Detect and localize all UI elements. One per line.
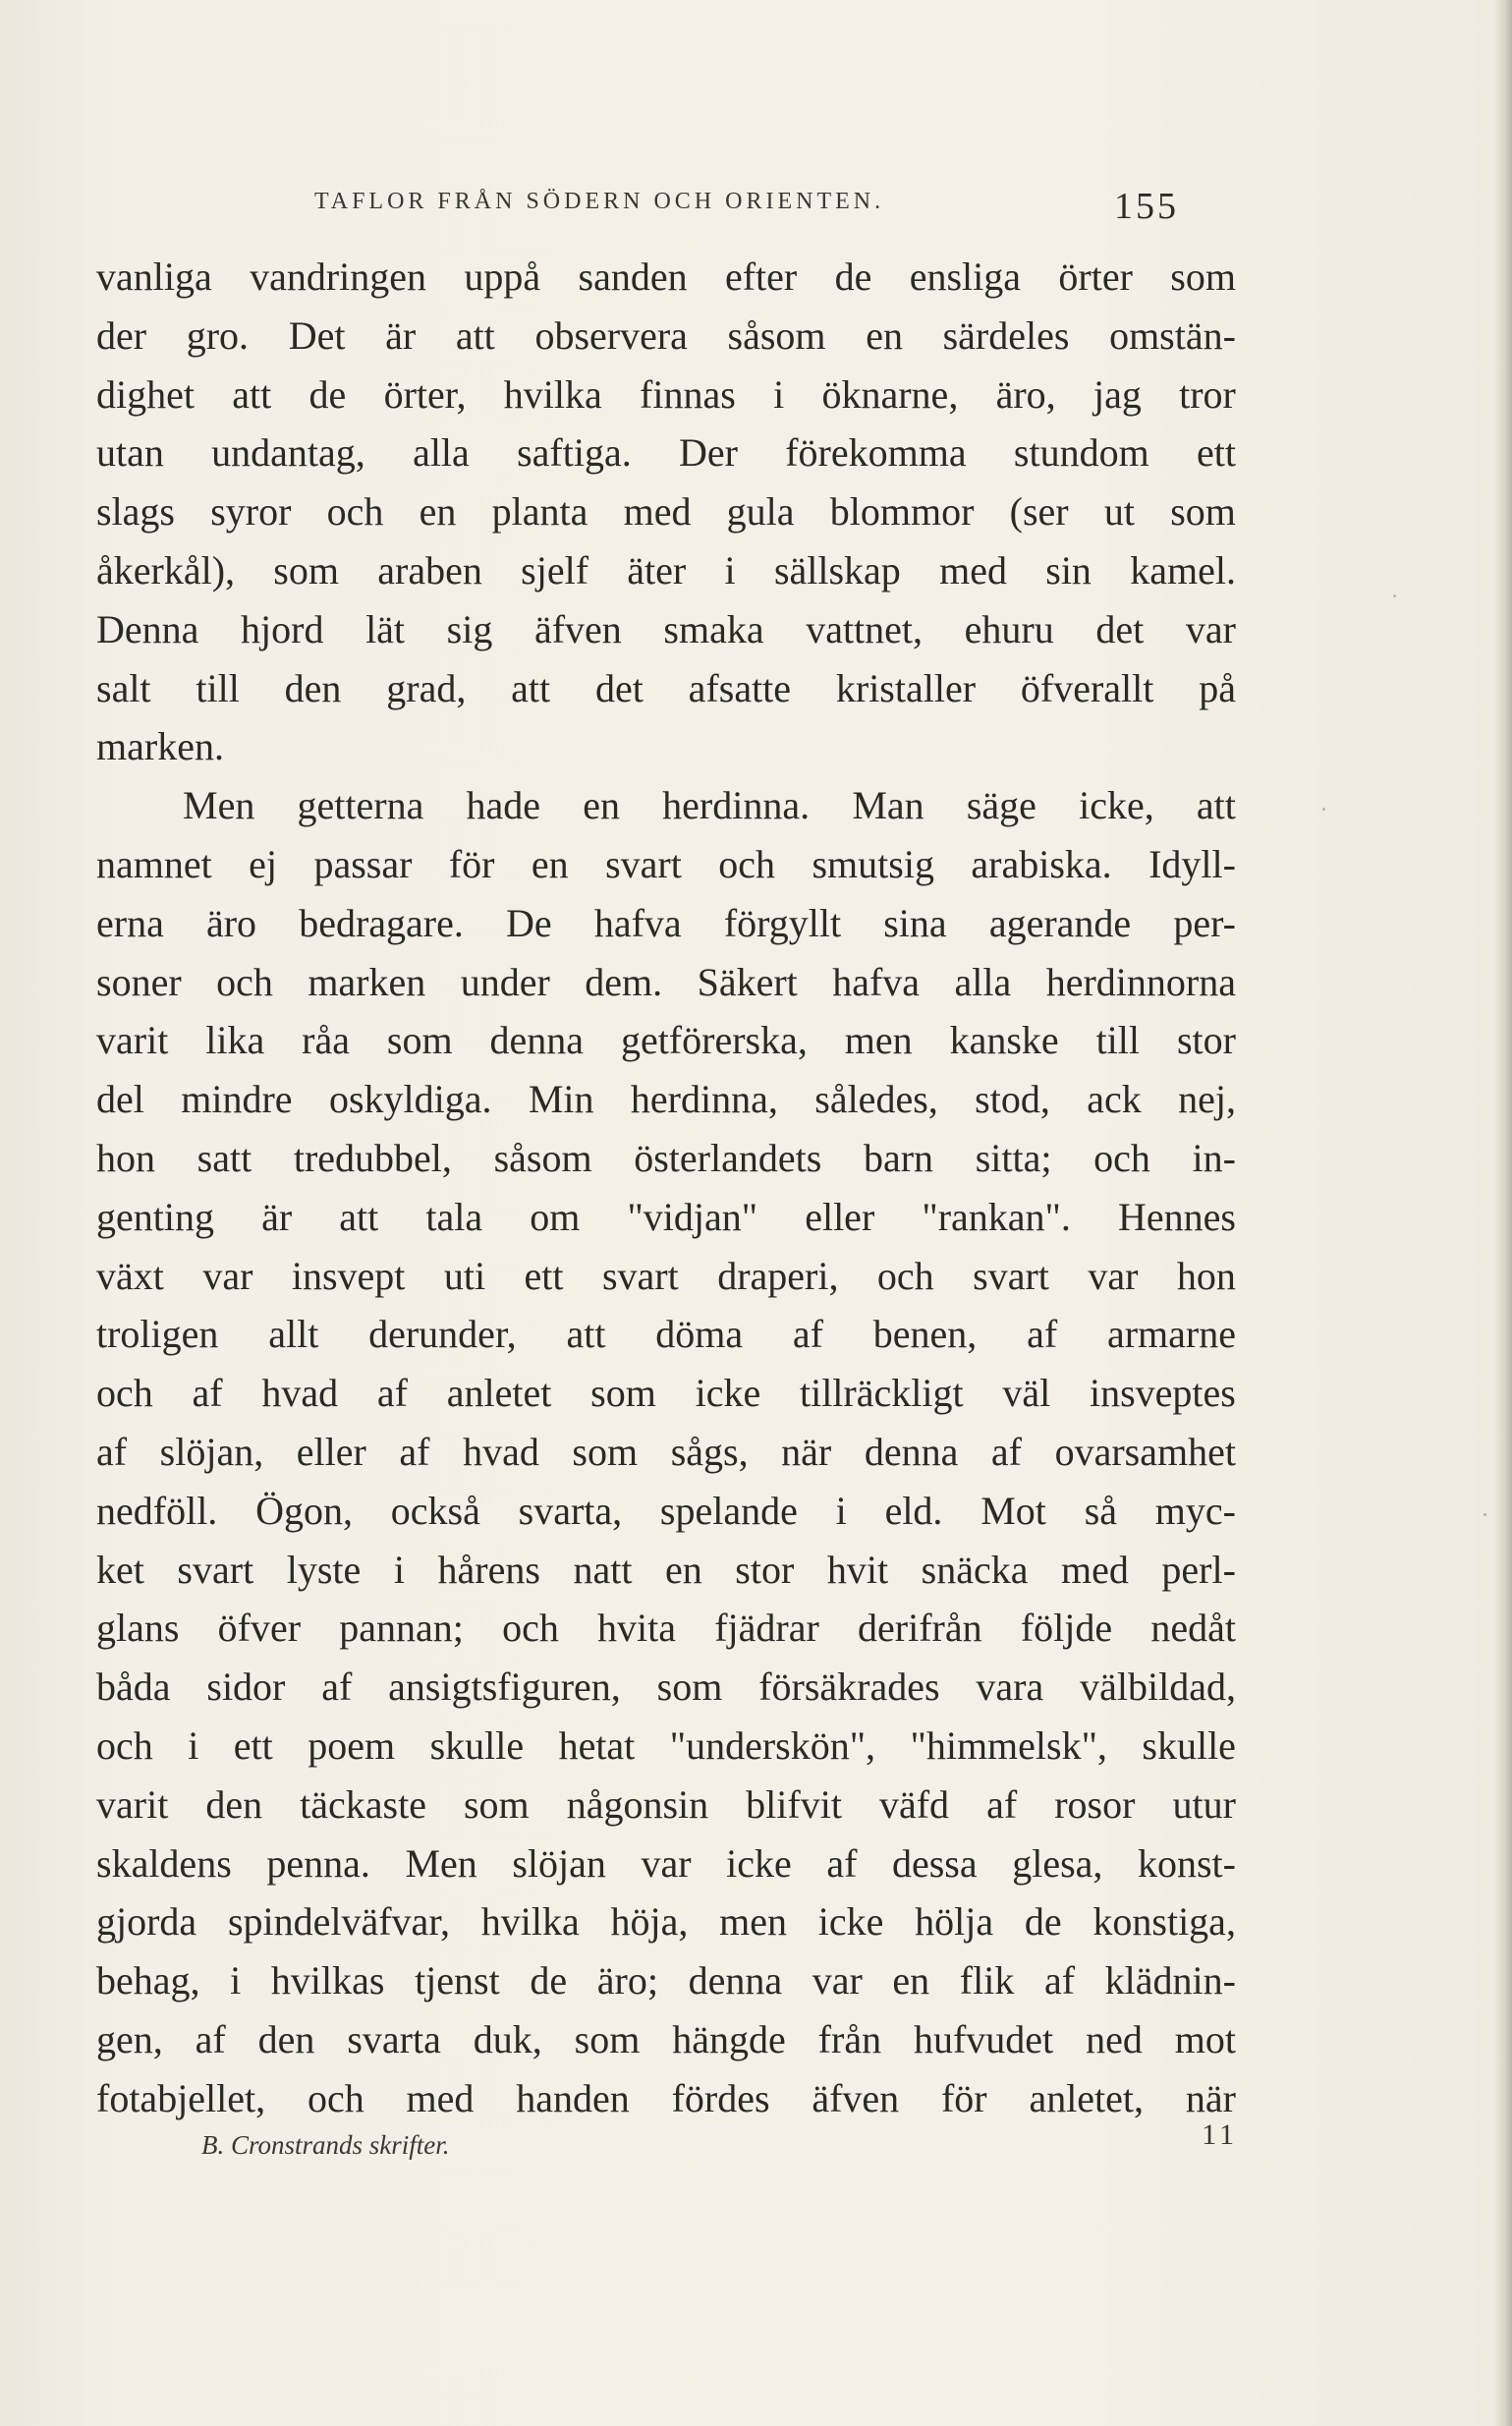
text-line: behag, i hvilkas tjenst de äro; denna var en flik af klädnin-	[96, 1958, 1236, 2003]
page-edge-shadow	[1494, 0, 1512, 2426]
text-line: gen, af den svarta duk, som hängde från hufvudet ned mot	[96, 2016, 1236, 2061]
text-line: fotabjellet, och med handen fördes äfven för anletet, när	[96, 2075, 1236, 2120]
text-line: utan undantag, alla saftiga. Der förekomma stundom ett	[96, 430, 1236, 476]
text-line: dighet att de örter, hvilka finnas i öknarne, äro, jag tror	[96, 371, 1236, 417]
text-line: båda sidor af ansigtsfiguren, som försäkrades vara välbildad,	[96, 1664, 1236, 1710]
text-line: af slöjan, eller af hvad som sågs, när denna af ovarsamhet	[96, 1429, 1236, 1474]
page-header	[314, 185, 1179, 227]
text-line: troligen allt derunder, att döma af benen, af armarne	[96, 1312, 1236, 1357]
page-footer	[201, 2118, 1238, 2170]
text-line: hon satt tredubbel, såsom österlandets barn sitta; och in-	[96, 1135, 1236, 1180]
running-head: TAFLOR FRÅN SÖDERN OCH ORIENTEN.	[314, 189, 885, 214]
text-line: och i ett poem skulle hetat "underskön", "himmelsk", skulle	[96, 1722, 1236, 1768]
text-line: der gro. Det är att observera såsom en särdeles omstän-	[96, 312, 1236, 358]
text-line: erna äro bedragare. De hafva förgyllt sina agerande per-	[96, 900, 1236, 945]
text-line: varit lika råa som denna getförerska, men kanske till stor	[96, 1018, 1236, 1063]
text-line: del mindre oskyldiga. Min herdinna, således, stod, ack nej,	[96, 1077, 1236, 1122]
text-line: salt till den grad, att det afsatte kristaller öfverallt på	[96, 665, 1236, 710]
text-line: Men getterna hade en herdinna. Man säge icke, att	[183, 783, 1236, 828]
text-line: växt var insvept uti ett svart draperi, och svart var hon	[96, 1253, 1236, 1298]
text-line: genting är att tala om "vidjan" eller "rankan". Hennes	[96, 1194, 1236, 1239]
signature-mark: 11	[1202, 2118, 1238, 2151]
text-line: och af hvad af anletet som icke tillräckligt väl insveptes	[96, 1371, 1236, 1416]
text-line: åkerkål), som araben sjelf äter i sällskap med sin kamel.	[96, 547, 1236, 592]
text-line: skaldens penna. Men slöjan var icke af dessa glesa, konst-	[96, 1840, 1236, 1886]
paper-speck	[1322, 808, 1325, 811]
paper-speck	[1484, 1513, 1486, 1516]
text-line: soner och marken under dem. Säkert hafva alla herdinnorna	[96, 959, 1236, 1004]
text-line: nedföll. Ögon, också svarta, spelande i eld. Mot så myc-	[96, 1488, 1236, 1533]
paper-speck	[1393, 594, 1396, 597]
text-line: ket svart lyste i hårens natt en stor hvit snäcka med perl-	[96, 1547, 1236, 1592]
signature-line: B. Cronstrands skrifter.	[201, 2130, 450, 2160]
text-line: gjorda spindelväfvar, hvilka höja, men icke hölja de konstiga,	[96, 1899, 1236, 1945]
page-number: 155	[1114, 186, 1179, 227]
text-line: varit den täckaste som någonsin blifvit väfd af rosor utur	[96, 1781, 1236, 1827]
text-line: slags syror och en planta med gula blommor (ser ut som	[96, 489, 1236, 535]
text-line: vanliga vandringen uppå sanden efter de ensliga örter som	[96, 254, 1236, 299]
text-line: Denna hjord lät sig äfven smaka vattnet, ehuru det var	[96, 606, 1236, 651]
text-line: namnet ej passar för en svart och smutsig arabiska. Idyll-	[96, 841, 1236, 886]
body-text	[96, 248, 1236, 2128]
text-line: marken.	[96, 724, 224, 769]
text-line: glans öfver pannan; och hvita fjädrar derifrån följde nedåt	[96, 1606, 1236, 1651]
